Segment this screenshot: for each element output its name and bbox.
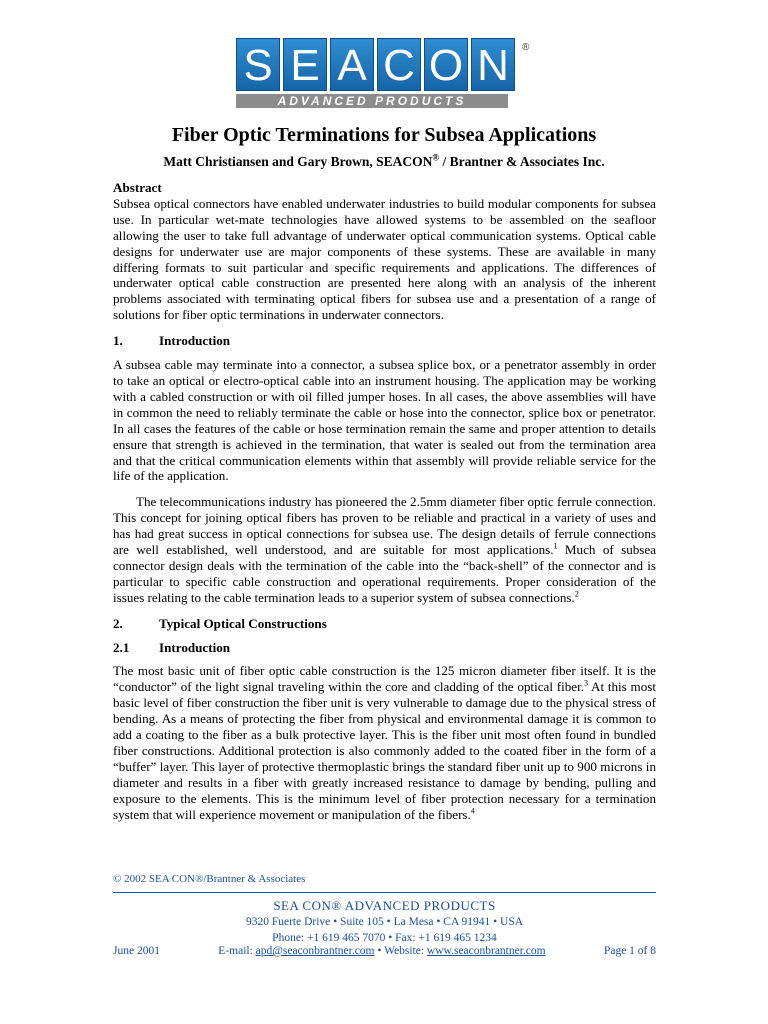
footnote-ref: 1 [553, 541, 558, 551]
logo-letter: A [330, 38, 374, 91]
authors-company: / Brantner & Associates Inc. [439, 154, 605, 169]
page-number: Page 1 of 8 [603, 945, 656, 957]
section-2-heading [113, 616, 656, 632]
section-2-1-paragraph-1 [113, 663, 656, 822]
section-number: 2. [113, 615, 123, 631]
section-1-heading [113, 333, 656, 349]
seacon-logo [236, 38, 534, 110]
footnote-ref: 4 [470, 806, 475, 816]
section-2-1-heading [113, 640, 656, 656]
footer-company: SEA CON® ADVANCED PRODUCTS [273, 898, 496, 913]
logo-letter: C [377, 38, 421, 91]
abstract-heading: Abstract [113, 180, 162, 195]
footer [113, 898, 656, 946]
section-number: 2.1 [113, 639, 130, 655]
abstract-text: Subsea optical connectors have enabled underwater industries to build modular components for subsea use. In particular wet-mate technologies have allowed systems to be assembled on the seafloor allowing the user to take full advantage of underwater optical communication systems. Optical cable designs for underwater use are major components of these systems. These are available in many differing formats to suit particular and specific requirements and applications. The differences of underwater optical cable construction are presented here along with an analysis of the inherent problems associated with terminating optical fibers for subsea use and a presentation of a range of solutions for fiber optic terminations in underwater connectors. [113, 195, 656, 323]
copyright-notice: © 2002 SEA CON®/Brantner & Associates [113, 873, 306, 885]
document-title: Fiber Optic Terminations for Subsea Applications [171, 124, 597, 146]
website-label: • Website: [374, 945, 427, 957]
section-title: Introduction [159, 639, 231, 655]
authors-reg: ® [432, 152, 440, 163]
logo-subtitle: ADVANCED PRODUCTS [236, 94, 508, 108]
footnote-ref: 3 [583, 679, 588, 689]
footer-divider [113, 892, 656, 893]
authors-names: Matt Christiansen and Gary Brown, SEACON [163, 154, 433, 169]
logo-letter: S [236, 38, 280, 91]
footer-contact [218, 945, 545, 957]
paragraph-text: At this most basic level of fiber construction the fiber unit is very vulnerable to damage due to the physical stress of bending. As a means of protecting the fiber from physical and environmental damage it is common to add a coating to the fiber as a bulk protective layer. This is the fiber unit most often found in bundled fiber constructions. Additional protection is also commonly added to the coated fiber in the form of a “buffer” layer. This layer of protective thermoplastic brings the standard fiber unit up to 900 microns in diameter and results in a fiber with greatly increased resistance to damage by bending, pulling and exposure to the elements. This is the minimum level of fiber protection necessary for a termination system that will experience movement or manipulation of the fibers. [113, 679, 656, 822]
email-label: E-mail: [218, 945, 256, 957]
footer-bottom-row [113, 945, 656, 957]
logo-letters [236, 38, 534, 91]
section-number: 1. [113, 333, 123, 349]
paragraph-text: Much of subsea connector design deals with the termination of the cable into the “back-shell” of the connector and is particular to specific cable construction and operational requirements. Proper consideration of the issues relating to the cable termination leads to a superior system of subsea connections. [113, 542, 657, 605]
footer-address: 9320 Fuerte Drive • Suite 105 • La Mesa • CA 91941 • USA [245, 916, 524, 928]
section-1-paragraph-1: A subsea cable may terminate into a connector, a subsea splice box, or a penetrator assembly in order to take an optical or electro-optical cable into an instrument housing. The application may be working with a cabled construction or with oil filled jumper hoses. In all cases, the above assemblies will have in common the need to reliably terminate the cable or hose into the connector, splice box or penetrator. In all cases the features of the cable or hose termination remain the same and proper attention to details ensure that strength is achieved in the termination, that water is sealed out from the termination area and that the critical communication elements within that assembly will provide reliable service for the life of the application. [113, 357, 656, 484]
section-1-paragraph-2 [113, 494, 656, 605]
email-link[interactable]: apd@seaconbrantner.com [255, 945, 375, 957]
footer-phone: Phone: +1 619 465 7070 • Fax: +1 619 465 1234 [272, 932, 497, 944]
section-title: Introduction [159, 333, 231, 349]
logo-registered-mark: ® [522, 42, 530, 53]
footnote-ref: 2 [574, 589, 579, 599]
section-title: Typical Optical Constructions [159, 615, 327, 631]
logo-letter: E [283, 38, 327, 91]
logo-letter: O [424, 38, 468, 91]
document-body [113, 180, 656, 823]
paragraph-text: The most basic unit of fiber optic cable construction is the 125 micron diameter fiber itself. It is the “conductor” of the light signal traveling within the core and cladding of the optical fiber. [113, 663, 656, 695]
footer-date: June 2001 [113, 945, 160, 957]
logo-letter: N [471, 38, 515, 91]
website-link[interactable]: www.seaconbrantner.com [426, 945, 546, 957]
paragraph-text: The telecommunications industry has pioneered the 2.5mm diameter fiber optic ferrule connection. This concept for joining optical fibers has proven to be reliable and practical in a variety of uses and has had great success in optical connections for subsea use. The design details of ferrule connections are well established, well understood, and are suitable for most applications. [113, 494, 656, 558]
authors-line [0, 154, 768, 170]
